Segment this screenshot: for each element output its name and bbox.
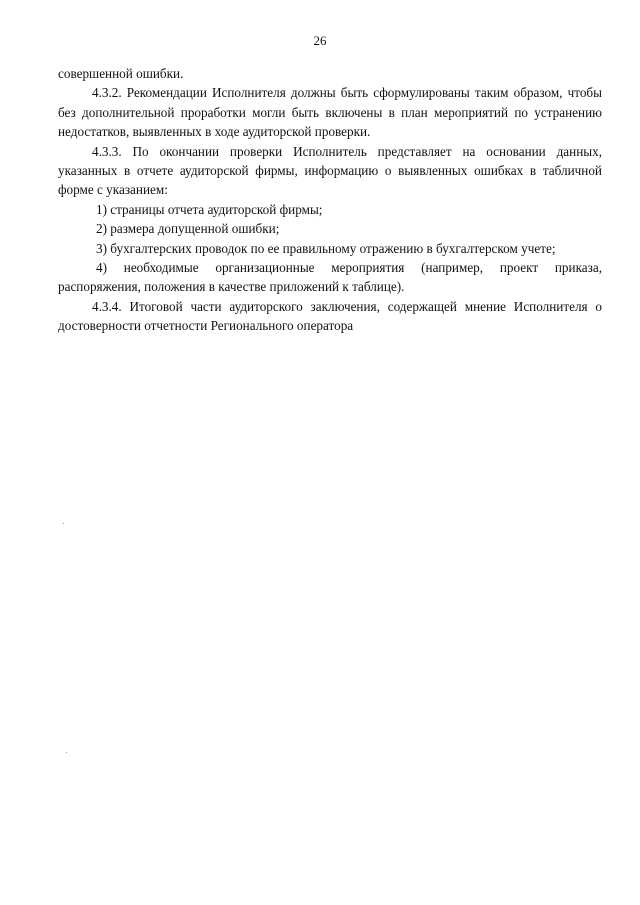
list-item-3: 3) бухгалтерских проводок по ее правильному отражению в бухгалтерском учете; bbox=[96, 240, 556, 256]
document-body bbox=[58, 64, 602, 336]
paragraph-4-3-3: 4.3.3. По окончании проверки Исполнитель представляет на основании данных, указанных в отчете аудиторской фирмы, информацию о выявленных ошибках в табличной форме с указанием: bbox=[58, 143, 602, 198]
paragraph-4-3-4: 4.3.4. Итоговой части аудиторского заключения, содержащей мнение Исполнителя о достоверности отчетности Регионального оператора bbox=[58, 298, 602, 334]
list-item-1: 1) страницы отчета аудиторской фирмы; bbox=[96, 201, 323, 217]
scan-speck bbox=[66, 752, 67, 753]
paragraph-continuation: совершенной ошибки. bbox=[58, 66, 184, 81]
list-item-2: 2) размера допущенной ошибки; bbox=[96, 221, 280, 237]
page-number: 26 bbox=[313, 33, 327, 48]
paragraph-4-3-2: 4.3.2. Рекомендации Исполнителя должны быть сформулированы таким образом, чтобы без дополнительной проработки могли быть включены в план мероприятий по устранению недостатков, выявленных в ходе аудиторской проверки. bbox=[58, 85, 602, 140]
list-item-4: 4) необходимые организационные мероприятия (например, проект приказа, распоряжения, положения в качестве приложений к таблице). bbox=[58, 260, 602, 295]
scan-speck bbox=[63, 523, 64, 524]
